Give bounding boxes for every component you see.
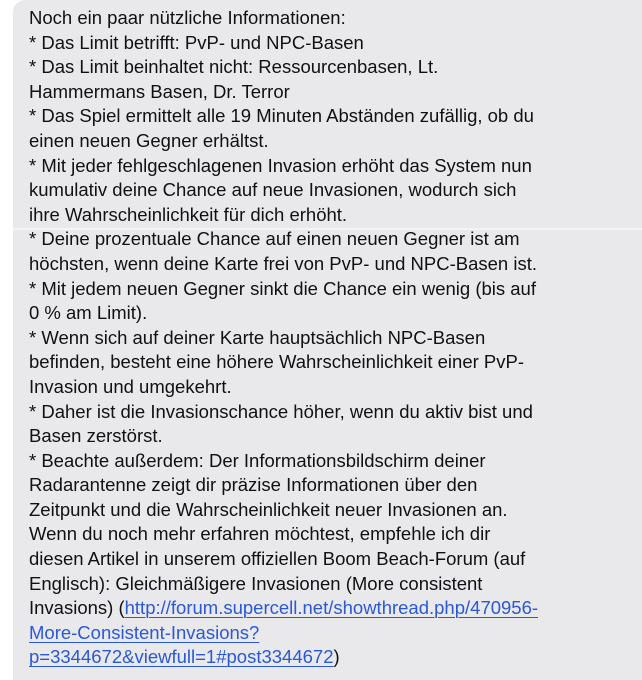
forum-link[interactable]: p=3344672&viewfull=1#post3344672: [29, 646, 334, 668]
message-text: [29, 6, 629, 670]
link-suffix: ): [333, 646, 340, 668]
message-line: ihre Wahrscheinlichkeit für dich erhöht.: [29, 203, 348, 225]
message-line: Zeitpunkt und die Wahrscheinlichkeit neuer Invasionen an.: [29, 498, 508, 520]
message-line: * Wenn sich auf deiner Karte hauptsächlich NPC-Basen: [29, 326, 486, 348]
message-line: [29, 596, 629, 621]
message-line: höchsten, wenn deine Karte frei von PvP- und NPC-Basen ist.: [29, 252, 537, 274]
link-prefix: Invasions) (: [29, 597, 125, 619]
message-line: 0 % am Limit).: [29, 302, 148, 324]
message-line: Hammermans Basen, Dr. Terror: [29, 80, 290, 102]
message-line: Wenn du noch mehr erfahren möchtest, empfehle ich dir: [29, 523, 491, 545]
message-line: Radarantenne zeigt dir präzise Informationen über den: [29, 474, 478, 496]
message-line: befinden, besteht eine höhere Wahrscheinlichkeit einer PvP-: [29, 351, 524, 373]
message-line: * Mit jedem neuen Gegner sinkt die Chance ein wenig (bis auf: [29, 277, 536, 299]
message-line: einen neuen Gegner erhältst.: [29, 129, 269, 151]
message-line: * Das Spiel ermittelt alle 19 Minuten Abständen zufällig, ob du: [29, 105, 534, 127]
message-line: * Das Limit beinhaltet nicht: Ressourcenbasen, Lt.: [29, 56, 439, 78]
forum-link[interactable]: More-Consistent-Invasions?: [29, 621, 260, 643]
message-line: * Das Limit betrifft: PvP- und NPC-Basen: [29, 31, 364, 53]
message-line: diesen Artikel in unserem offiziellen Boom Beach-Forum (auf: [29, 548, 526, 570]
message-line: [29, 645, 629, 670]
message-line: Basen zerstörst.: [29, 425, 163, 447]
message-line: * Beachte außerdem: Der Informationsbildschirm deiner: [29, 449, 486, 471]
message-line: * Daher ist die Invasionschance höher, wenn du aktiv bist und: [29, 400, 533, 422]
message-line: * Mit jeder fehlgeschlagenen Invasion erhöht das System nun: [29, 154, 532, 176]
message-line: [29, 621, 629, 646]
forum-link[interactable]: http://forum.supercell.net/showthread.php/470956-: [124, 597, 539, 619]
message-line: kumulativ deine Chance auf neue Invasionen, wodurch sich: [29, 179, 517, 201]
message-line: * Deine prozentuale Chance auf einen neuen Gegner ist am: [29, 228, 520, 250]
message-line: Noch ein paar nützliche Informationen:: [29, 7, 346, 28]
message-line: Englisch): Gleichmäßigere Invasionen (More consistent: [29, 572, 483, 594]
message-line: Invasion und umgekehrt.: [29, 375, 232, 397]
